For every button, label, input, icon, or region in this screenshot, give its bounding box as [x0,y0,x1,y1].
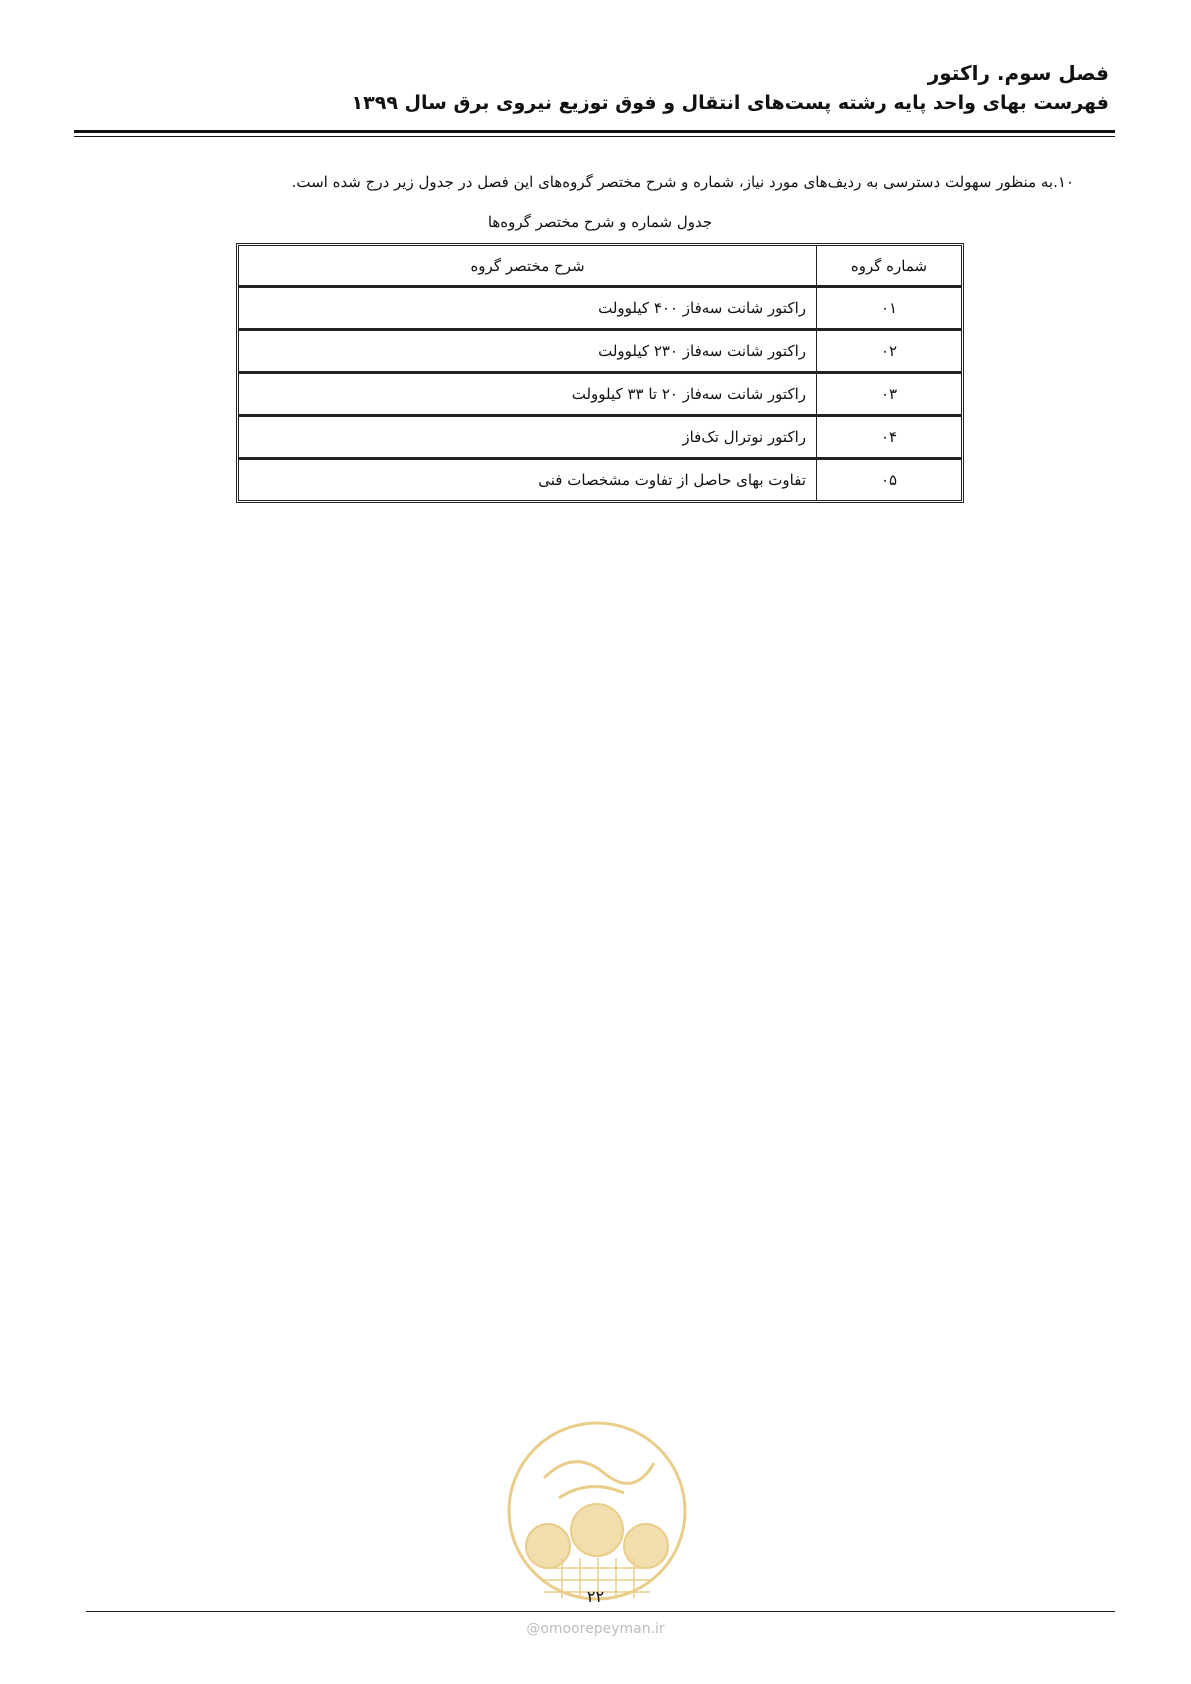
group-number: ۰۴ [816,415,961,458]
table-header-row [239,246,961,286]
document-title: فهرست بهای واحد پایه رشته پست‌های انتقال و فوق توزیع نیروی برق سال ۱۳۹۹ [351,92,1109,114]
groups-table [236,243,964,503]
chapter-title: فصل سوم. راکتور [927,61,1109,85]
group-number: ۰۲ [816,329,961,372]
table-caption: جدول شماره و شرح مختصر گروه‌ها [487,213,713,231]
group-number: ۰۵ [816,458,961,500]
group-description: راکتور شانت سه‌فاز ۲۰ تا ۳۳ کیلوولت [239,372,816,415]
table-row [239,372,961,415]
group-description: راکتور نوترال تک‌فاز [239,415,816,458]
table-row [239,329,961,372]
table-row [239,286,961,329]
header-rule-thin [74,136,1115,137]
group-description: تفاوت بهای حاصل از تفاوت مشخصات فنی [239,458,816,500]
table-row [239,458,961,500]
footer-rule [86,1611,1115,1612]
group-description: راکتور شانت سه‌فاز ۲۳۰ کیلوولت [239,329,816,372]
intro-paragraph: ۱۰.به منظور سهولت دسترسی به ردیف‌های مورد نیاز، شماره و شرح مختصر گروه‌های این فصل در جدول زیر درج شده است. [291,173,1074,191]
group-number: ۰۳ [816,372,961,415]
table-row [239,415,961,458]
header-rule-thick [74,130,1115,133]
watermark-url: @omoorepeyman.ir [526,1621,665,1637]
header-group-number: شماره گروه [816,246,961,286]
page-header [74,58,1109,118]
group-description: راکتور شانت سه‌فاز ۴۰۰ کیلوولت [239,286,816,329]
page-number: ۲۲ [586,1587,605,1606]
group-number: ۰۱ [816,286,961,329]
header-group-description: شرح مختصر گروه [239,246,816,286]
